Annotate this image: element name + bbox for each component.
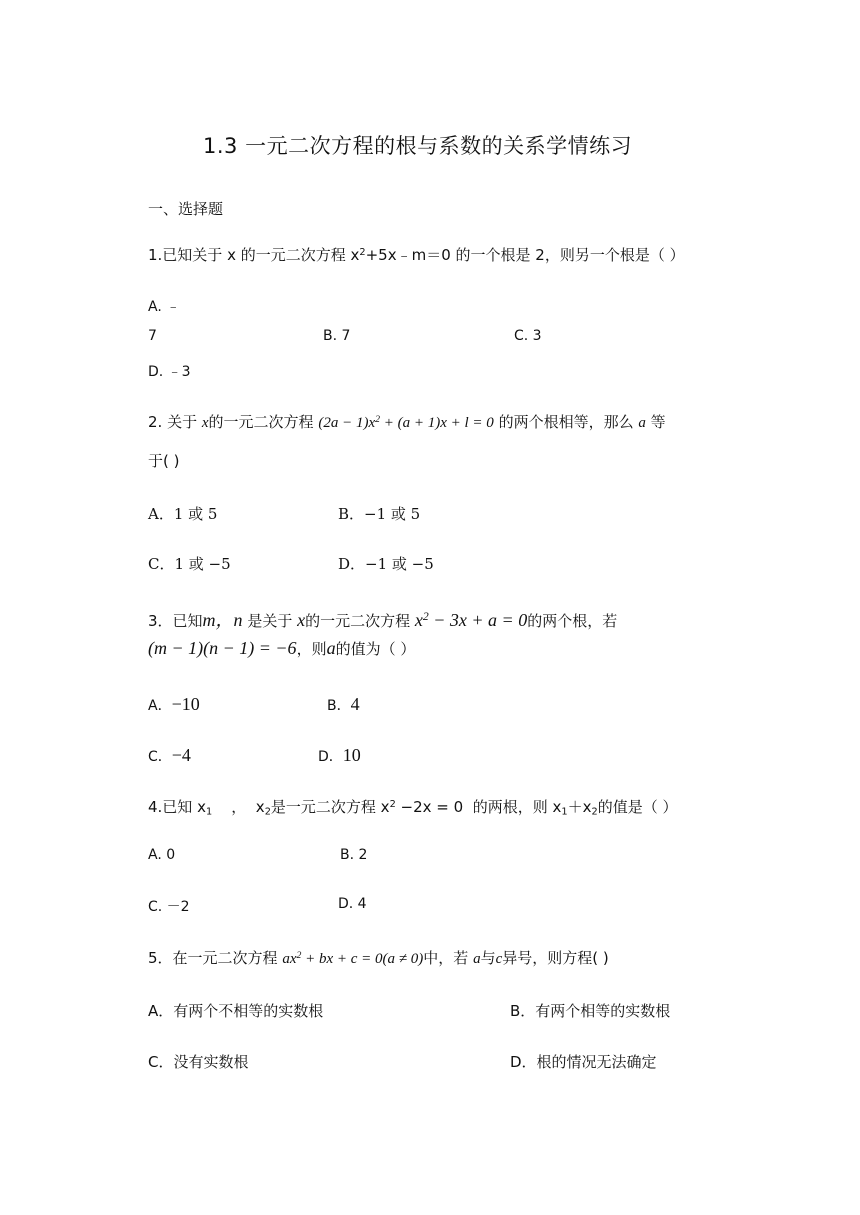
q1-option-a-part2: 7 <box>148 328 157 344</box>
q2-prefix: 2. 关于 <box>148 413 198 431</box>
q3-option-b: B．4 <box>327 694 360 714</box>
q4-option-c: C. －2 <box>148 899 190 915</box>
q1-text-b: +5x﹣m＝0 的一个根是 2，则另一个根是（ ） <box>365 246 685 264</box>
q3-option-d: D．10 <box>318 745 361 765</box>
q3-var-x: x <box>297 610 306 630</box>
q3-equation: $x^2 - 3x + a = 0$ <box>414 610 528 630</box>
q3-line2-mid: ，则 <box>296 640 327 658</box>
q1-option-c: C. 3 <box>514 328 542 344</box>
question-5: 5．在一元二次方程 $ax^2$ + bx + c = 0(a ≠ 0)中，若 a与c异号，则方程( ) <box>148 949 609 967</box>
q3-prefix: 3．已知 <box>148 612 203 630</box>
q3-line2-tail: 的值为（ ） <box>335 640 416 658</box>
q3-suffix: 的两个根，若 <box>527 612 618 630</box>
q4-option-d: D. 4 <box>338 896 367 912</box>
q4-option-b: B. 2 <box>340 847 368 863</box>
q2-var-a: a <box>638 415 646 431</box>
q5-option-b: B．有两个相等的实数根 <box>510 1002 671 1020</box>
q5-equation: $ax^2$ + bx + c = 0(a ≠ 0) <box>282 950 424 967</box>
q2-suffix: 的两个根相等，那么 <box>498 413 634 431</box>
q1-option-b: B. 7 <box>323 328 351 344</box>
q3-condition: (m − 1)(n − 1) = −6 <box>148 638 297 658</box>
q3-line2 <box>148 638 415 659</box>
q1-sup: 2 <box>359 247 366 259</box>
q2-option-c: C．1 或 −5 <box>148 555 231 573</box>
q1-text-a: 1.已知关于 x 的一元二次方程 x <box>148 246 360 264</box>
q2-equation: $(2a - 1)x^2 + (a + 1)x + l = 0$ <box>318 414 494 431</box>
q2-option-d: D．−1 或 −5 <box>338 555 434 573</box>
q3-var-a: a <box>326 638 336 658</box>
q5-option-d: D．根的情况无法确定 <box>510 1053 657 1071</box>
q3-option-a: A．−10 <box>148 694 200 714</box>
q2-mid: 的一元二次方程 <box>208 413 314 431</box>
q2-tail: 等 <box>650 413 666 431</box>
q1-option-d: D. ﹣3 <box>148 364 191 380</box>
question-2 <box>148 411 666 432</box>
q3-option-c: C．−4 <box>148 745 191 765</box>
q3-mid: 是关于 <box>247 612 293 630</box>
q3-mid2: 的一元二次方程 <box>305 612 411 630</box>
section-heading: 一、选择题 <box>148 200 224 218</box>
q2-var-x: x <box>201 415 209 431</box>
q4-option-a: A. 0 <box>148 847 176 863</box>
q1-option-a-part1: A. ﹣ <box>148 299 181 315</box>
q5-option-c: C．没有实数根 <box>148 1053 249 1071</box>
q5-option-a: A．有两个不相等的实数根 <box>148 1002 324 1020</box>
question-1 <box>148 244 685 265</box>
q2-option-b: B．−1 或 5 <box>338 505 421 523</box>
page-title: 1.3 一元二次方程的根与系数的关系学情练习 <box>203 134 633 158</box>
q2-option-a: A．1 或 5 <box>148 505 218 523</box>
q2-line2: 于( ) <box>148 452 180 470</box>
question-4: 4.已知 $x_1$ ， $x_2$是一元二次方程 $x^2 -2x = 0$ 的两根，则 $x_1+x_2$的值是（ ） <box>148 798 678 818</box>
q3-vars: m，n <box>202 610 243 630</box>
question-3 <box>148 606 617 632</box>
